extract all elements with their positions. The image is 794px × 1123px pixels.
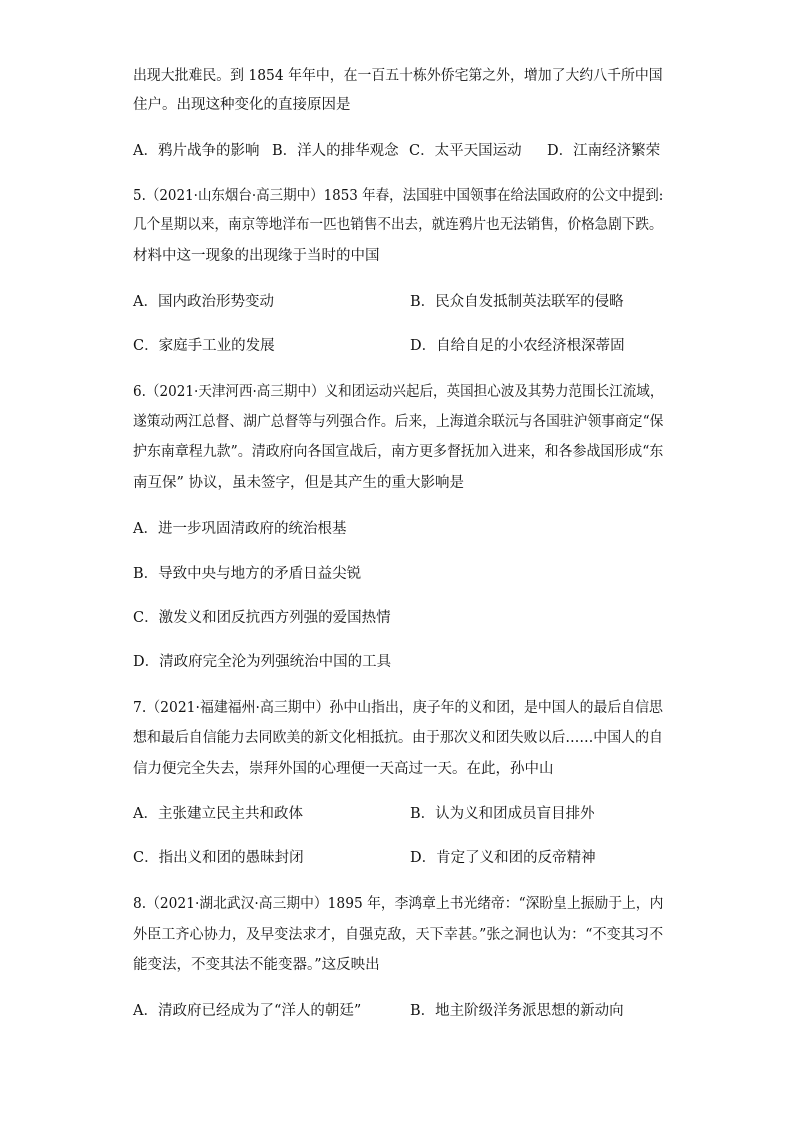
q6-option-d[interactable]: D．清政府完全沦为列强统治中国的工具 [133, 654, 392, 670]
q6-line-3: 护东南章程九款”。清政府向各国宣战后，南方更多督抚加入进来，和各参战国形成“东 [133, 444, 664, 460]
q6-line-1: 6.（2021·天津河西·高三期中）义和团运动兴起后，英国担心波及其势力范围长江流域， [133, 384, 664, 400]
q8-line-3: 能变法，不变其法不能变器。”这反映出 [133, 957, 380, 973]
intro-line-2: 住户。出现这种变化的直接原因是 [133, 97, 351, 113]
intro-option-b[interactable]: B．洋人的排华观念 [272, 143, 399, 159]
q5-option-d[interactable]: D．自给自足的小农经济根深蒂固 [410, 338, 625, 354]
q8-option-b[interactable]: B．地主阶级洋务派思想的新动向 [410, 1003, 624, 1019]
q8-line-2: 外臣工齐心协力，及早变法求才，自强克敌，天下幸甚。”张之洞也认为：“不变其习不 [133, 927, 664, 943]
q5-option-c[interactable]: C．家庭手工业的发展 [133, 338, 275, 354]
q7-line-3: 信力便完全失去，崇拜外国的心理便一天高过一天。在此，孙中山 [133, 761, 554, 777]
q5-line-1: 5.（2021·山东烟台·高三期中）1853 年春，法国驻中国领事在给法国政府的公文中提到: [133, 188, 664, 204]
q7-line-2: 想和最后自信能力去同欧美的新文化相抵抗。由于那次义和团失败以后……中国人的自 [133, 730, 664, 746]
intro-option-d[interactable]: D．江南经济繁荣 [547, 143, 661, 159]
q5-option-a[interactable]: A．国内政治形势变动 [133, 294, 274, 310]
intro-line-1: 出现大批难民。到 1854 年年中，在一百五十栋外侨宅第之外，增加了大约八千所中国 [133, 68, 663, 84]
q6-option-a[interactable]: A．进一步巩固清政府的统治根基 [133, 521, 347, 537]
q6-line-2: 遂策动两江总督、湖广总督等与列强合作。后来，上海道余联沅与各国驻沪领事商定“保 [133, 414, 664, 430]
q6-line-4: 南互保” 协议，虽未签字，但是其产生的重大影响是 [133, 475, 465, 491]
q5-line-2: 几个星期以来，南京等地洋布一匹也销售不出去，就连鸦片也无法销售，价格急剧下跌。 [133, 217, 663, 233]
intro-option-c[interactable]: C．太平天国运动 [409, 143, 522, 159]
q7-option-c[interactable]: C．指出义和团的愚昧封闭 [133, 850, 304, 866]
q6-option-b[interactable]: B．导致中央与地方的矛盾日益尖锐 [133, 566, 362, 582]
q8-line-1: 8.（2021·湖北武汉·高三期中）1895 年，李鸿章上书光绪帝：“深盼皇上振励于上，内 [133, 896, 664, 912]
q7-line-1: 7.（2021·福建福州·高三期中）孙中山指出，庚子年的义和团，是中国人的最后自信思 [133, 700, 663, 716]
q6-option-c[interactable]: C．激发义和团反抗西方列强的爱国热情 [133, 610, 391, 626]
q5-option-b[interactable]: B．民众自发抵制英法联军的侵略 [410, 294, 624, 310]
q7-option-a[interactable]: A．主张建立民主共和政体 [133, 806, 303, 822]
intro-option-a[interactable]: A．鸦片战争的影响 [133, 143, 260, 159]
q7-option-b[interactable]: B．认为义和团成员盲目排外 [410, 806, 595, 822]
q8-option-a[interactable]: A．清政府已经成为了“洋人的朝廷” [133, 1003, 362, 1019]
q5-line-3: 材料中这一现象的出现缘于当时的中国 [133, 248, 380, 264]
q7-option-d[interactable]: D．肯定了义和团的反帝精神 [410, 850, 596, 866]
